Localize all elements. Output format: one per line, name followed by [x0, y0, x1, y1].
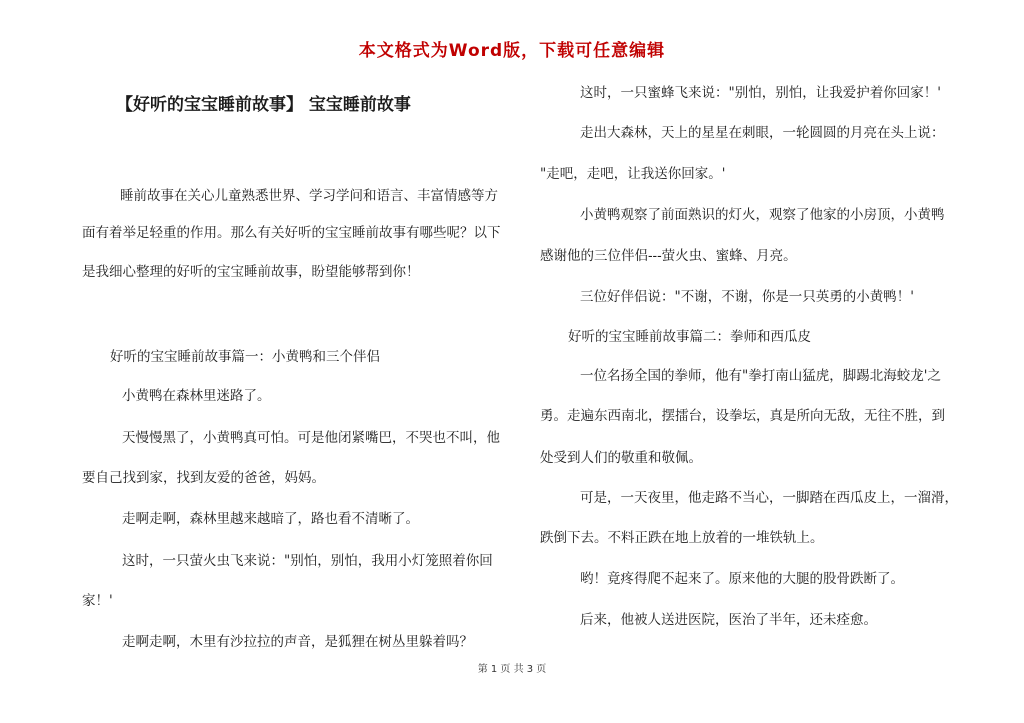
- paragraph-line: 这时，一只萤火虫飞来说："别怕，别怕，我用小灯笼照着你回: [122, 553, 493, 569]
- paragraph-line: 走啊走啊，木里有沙拉拉的声音，是狐狸在树丛里躲着吗？: [122, 634, 473, 650]
- paragraph-line: 面有着举足轻重的作用。那么有关好听的宝宝睡前故事有哪些呢？以下: [82, 225, 501, 241]
- paragraph-line: 跌倒下去。不料正跌在地上放着的一堆铁轨上。: [540, 530, 824, 546]
- paragraph-line: 小黄鸭观察了前面熟识的灯火，观察了他家的小房顶，小黄鸭: [580, 207, 945, 223]
- paragraph-line: 这时，一只蜜蜂飞来说："别怕，别怕，让我爱护着你回家！': [580, 85, 941, 101]
- paragraph-line: 天慢慢黑了，小黄鸭真可怕。可是他闭紧嘴巴，不哭也不叫，他: [122, 430, 500, 446]
- story-heading: 好听的宝宝睡前故事篇一：小黄鸭和三个伴侣: [110, 349, 380, 365]
- paragraph-line: 后来，他被人送进医院，医治了半年，还未痊愈。: [580, 612, 877, 628]
- paragraph-line: 小黄鸭在森林里迷路了。: [122, 388, 271, 404]
- paragraph-line: 要自己找到家，找到友爱的爸爸，妈妈。: [82, 470, 325, 486]
- paragraph-line: 处受到人们的敬重和敬佩。: [540, 450, 702, 466]
- paragraph-line: 三位好伴侣说："不谢，不谢，你是一只英勇的小黄鸭！': [580, 289, 914, 305]
- paragraph-line: 可是，一天夜里，他走路不当心，一脚踏在西瓜皮上，一溜滑，: [580, 490, 958, 506]
- page-number: 第 1 页 共 3 页: [477, 664, 547, 675]
- paragraph-line: 勇。走遍东西南北，摆擂台，设拳坛，真是所向无敌，无往不胜，到: [540, 408, 945, 424]
- paragraph-line: 感谢他的三位伴侣---萤火虫、蜜蜂、月亮。: [540, 248, 797, 264]
- paragraph-line: 哟！竟疼得爬不起来了。原来他的大腿的股骨跌断了。: [580, 571, 904, 587]
- paragraph-line: 睡前故事在关心儿童熟悉世界、学习学问和语言、丰富情感等方: [120, 188, 498, 204]
- download-banner: 本文格式为Word版，下载可任意编辑: [358, 41, 666, 61]
- paragraph-line: 走啊走啊，森林里越来越暗了，路也看不清晰了。: [122, 511, 419, 527]
- document-title: 【好听的宝宝睡前故事】 宝宝睡前故事: [116, 95, 411, 115]
- paragraph-line: "走吧，走吧，让我送你回家。': [540, 166, 726, 182]
- story-heading: 好听的宝宝睡前故事篇二：拳师和西瓜皮: [568, 329, 811, 345]
- paragraph-line: 一位名扬全国的拳师，他有"拳打南山猛虎，脚踢北海蛟龙'之: [580, 368, 941, 384]
- paragraph-line: 家！': [82, 593, 113, 609]
- paragraph-line: 是我细心整理的好听的宝宝睡前故事，盼望能够帮到你！: [82, 264, 420, 280]
- paragraph-line: 走出大森林，天上的星星在刺眼，一轮圆圆的月亮在头上说：: [580, 125, 945, 141]
